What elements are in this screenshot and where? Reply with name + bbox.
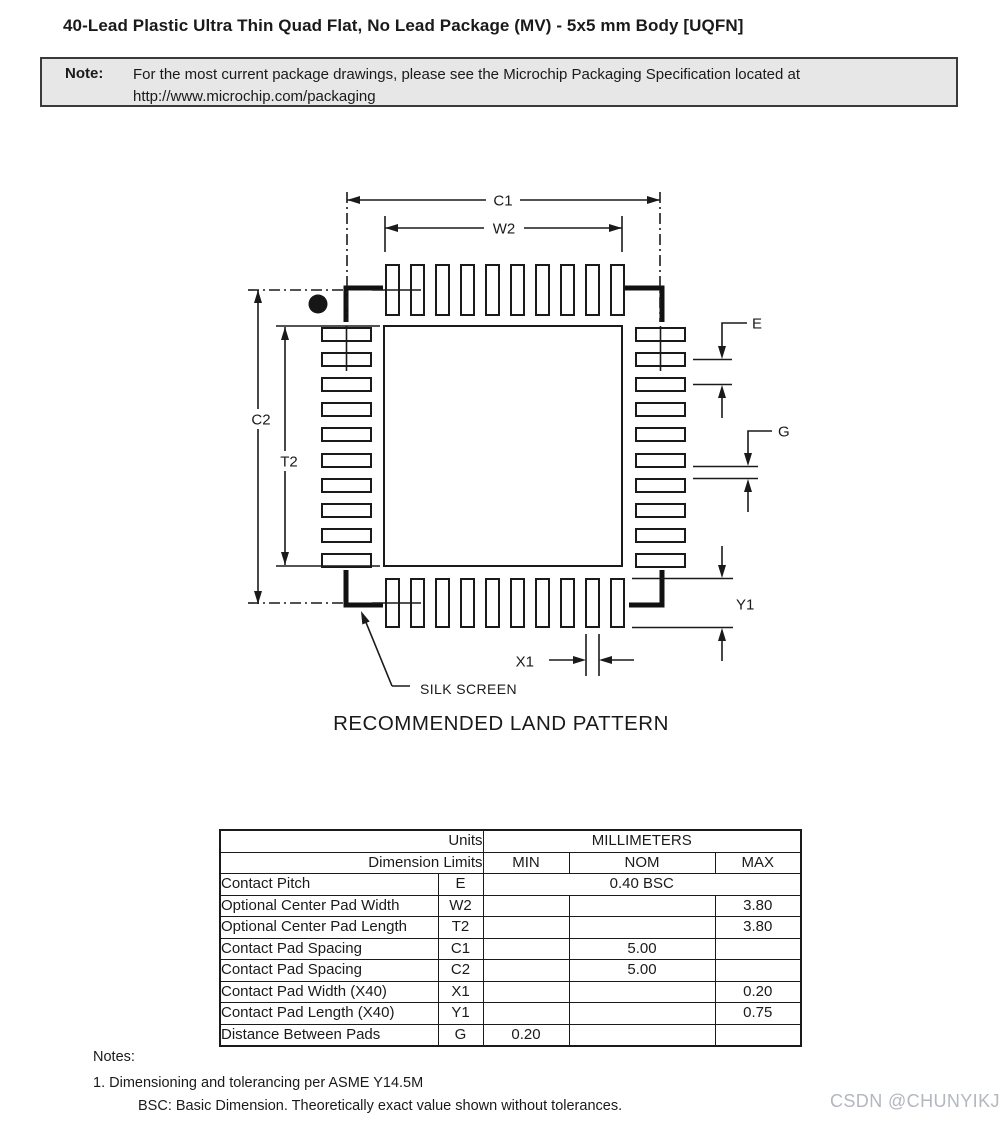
land-pattern-diagram: [0, 150, 1008, 750]
diagram-caption: RECOMMENDED LAND PATTERN: [333, 712, 669, 735]
table-row-limits: [220, 852, 801, 874]
silk-screen-callout: [361, 611, 517, 697]
table-row: Contact Pad Width (X40) X1 0.20: [220, 981, 801, 1003]
watermark: CSDN @CHUNYIKJ: [830, 1091, 1000, 1111]
page-title: 40-Lead Plastic Ultra Thin Quad Flat, No Lead Package (MV) - 5x5 mm Body [UQFN]: [63, 16, 744, 35]
col-header-min: MIN: [483, 852, 569, 874]
note-line2: http://www.microchip.com/packaging: [133, 88, 376, 105]
dimension-table: [219, 829, 802, 1047]
table-row: Optional Center Pad Length T2 3.80: [220, 917, 801, 939]
dimension-table-wrap: [219, 829, 802, 1047]
top-pad-row: [386, 265, 624, 315]
package-outline: [384, 326, 622, 566]
silk-screen-label: SILK SCREEN: [420, 681, 517, 697]
dim-label-x1: X1: [515, 653, 534, 671]
dim-label-y1: Y1: [736, 596, 755, 614]
col-header-nom: NOM: [569, 852, 715, 874]
note-label: Note:: [65, 65, 104, 82]
dim-label-w2: W2: [492, 220, 516, 238]
silk-screen-marks: [346, 288, 662, 605]
dim-c2: [244, 290, 278, 604]
table-row: Optional Center Pad Width W2 3.80: [220, 895, 801, 917]
dim-label-g: G: [778, 423, 790, 441]
centerlines: [248, 192, 660, 603]
note-line1: For the most current package drawings, please see the Microchip Packaging Specification located at: [133, 66, 801, 83]
table-row: Contact Pad Spacing C1 5.00: [220, 938, 801, 960]
dim-w2: [385, 216, 622, 252]
note-text: [133, 64, 800, 108]
dim-label-e: E: [752, 315, 763, 333]
col-header-max: MAX: [715, 852, 801, 874]
notes-heading: Notes:: [93, 1049, 135, 1065]
dim-e: [693, 316, 762, 419]
pad-crosshairs: [347, 290, 661, 603]
table-row: Distance Between Pads G 0.20: [220, 1024, 801, 1046]
table-row: Contact Pad Spacing C2 5.00: [220, 960, 801, 982]
dim-g: [693, 424, 790, 513]
note-item-2: BSC: Basic Dimension. Theoretically exact value shown without tolerances.: [138, 1098, 623, 1114]
dim-label-c1: C1: [493, 192, 513, 210]
table-row-units: [220, 830, 801, 852]
units-value: MILLIMETERS: [483, 830, 801, 852]
dim-x1: [516, 634, 634, 676]
dimension-limits-label: Dimension Limits: [220, 852, 483, 874]
dim-c1: [347, 191, 660, 210]
pin1-indicator-dot: [309, 295, 328, 314]
dim-label-c2: C2: [251, 411, 271, 429]
note-box: [40, 57, 958, 107]
note-item-1: 1. Dimensioning and tolerancing per ASME Y14.5M: [93, 1075, 424, 1091]
bottom-pad-row: [386, 579, 624, 627]
table-row: Contact Pad Length (X40) Y1 0.75: [220, 1003, 801, 1025]
dim-label-t2: T2: [280, 453, 298, 471]
units-label: Units: [220, 830, 483, 852]
table-row: Contact Pitch E 0.40 BSC: [220, 874, 801, 896]
